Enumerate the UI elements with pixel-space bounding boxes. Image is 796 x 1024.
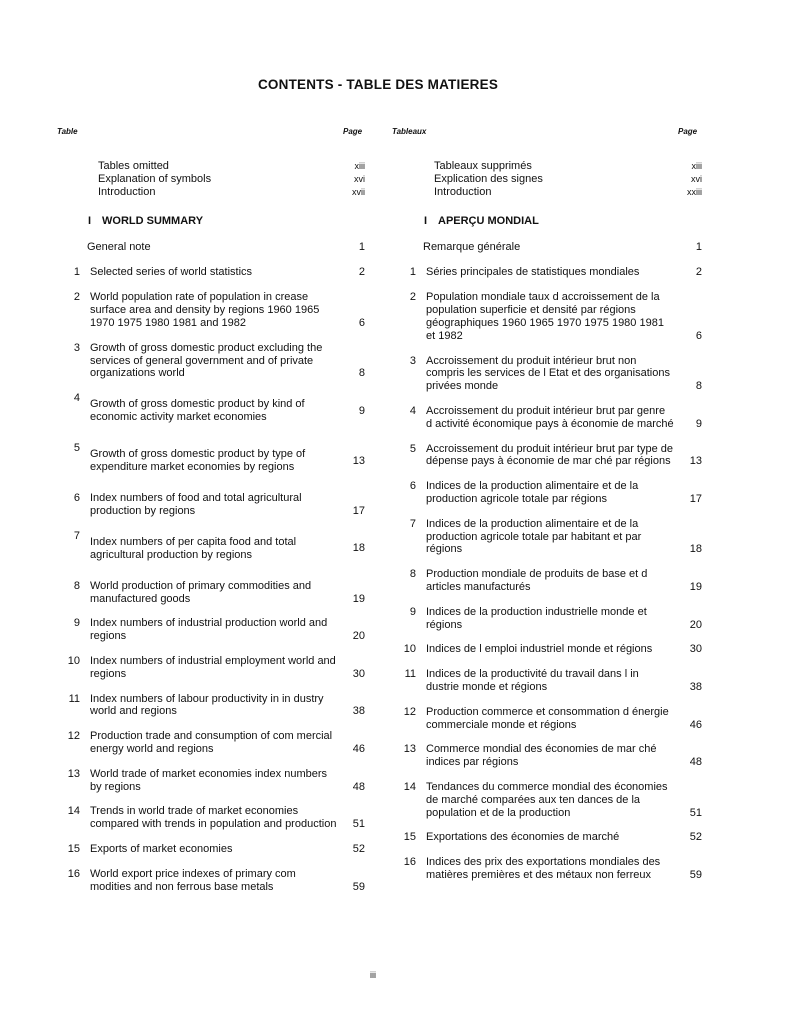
entry-number: 9 [409,605,416,618]
entry-number: 9 [73,617,80,630]
entry-title: Selected series of world statistics [90,265,253,278]
toc-entry [60,655,365,681]
entry-title: Commerce mondial des économies de mar ché indices par régions [426,743,657,769]
entry-number: 12 [67,730,80,743]
section-heading-fr [424,215,702,228]
entry-page: 51 [689,806,702,819]
general-note-row [60,241,365,254]
toc-entry [396,743,702,769]
entry-page: 59 [689,868,702,881]
entry-page: 2 [695,265,702,278]
entry-page: 8 [695,380,702,393]
toc-entry [60,392,365,430]
entry-title: Index numbers of food and total agricultural production by regions [90,492,302,517]
entry-page: 9 [358,404,365,417]
toc-entry [60,843,365,856]
entry-title: World population rate of population in crease surface area and density by regions 1960 1965 1970 1975 1980 1981 and 1982 [90,291,320,329]
page-column-header: Page [343,127,363,136]
entry-page: 13 [689,455,702,468]
entry-number: 13 [403,743,416,756]
toc-entry [60,768,365,794]
prelim-item [434,173,702,186]
entry-title: World trade of market economies index numbers by regions [90,767,328,793]
entry-title: Indices de la production alimentaire et de la production agricole totale par habitant et par régions [426,517,642,556]
general-note-text: Remarque générale [423,240,521,253]
entry-page: 52 [689,831,702,844]
entry-page: 18 [689,543,702,556]
preliminaries-list [98,160,365,200]
entry-page: 30 [352,667,365,680]
entry-page: 48 [352,780,365,793]
prelim-item [98,186,365,199]
page-column-header-fr: Page [678,127,698,136]
prelim-item [434,160,702,173]
entry-page: 46 [689,718,702,731]
toc-entry [396,568,702,594]
entry-title: Indices de la production industrielle monde et régions [426,605,647,631]
entry-title: Growth of gross domestic product by type of expenditure market economies by regions [90,448,306,474]
entry-page: 9 [695,417,702,430]
entry-number: 11 [404,668,416,681]
section-number: I [88,214,92,227]
toc-entry [396,856,702,882]
entry-title: Production trade and consumption of com mercial energy world and regions [90,730,333,755]
prelim-text: Introduction [434,186,492,199]
prelim-item [98,173,365,186]
prelim-page: xiii [691,161,702,171]
entry-number: 8 [409,568,416,581]
entry-title: Indices de l emploi industriel monde et régions [426,643,653,656]
entry-title: Exportations des économies de marché [426,831,620,844]
entry-title: World export price indexes of primary com modities and non ferrous base metals [90,867,296,893]
toc-entry [396,781,702,819]
entry-number: 14 [403,780,416,793]
toc-entry [396,518,702,556]
toc-entry [396,291,702,342]
entry-title: Growth of gross domestic product excluding the services of general government and of private organizations world [90,341,323,380]
entry-title: Index numbers of industrial employment world and regions [90,654,336,680]
table-column-header: Table [57,127,78,136]
entry-title: Population mondiale taux d accroissement de la population superficie et densité par régions géographiques 1960 1965 1970 1975 1980 1981 et 1982 [426,291,664,342]
toc-entry [396,443,702,469]
entry-page: 18 [352,542,365,555]
preliminaries-list-fr [434,160,702,200]
entry-page: 17 [689,492,702,505]
entry-page: 51 [352,818,365,831]
prelim-page: xvii [352,187,365,198]
entry-number: 6 [73,492,80,505]
prelim-page: xvi [691,174,702,185]
entry-title: Accroissement du produit intérieur brut par genre d activité économique pays à économie de marché [426,404,674,430]
entry-page: 19 [352,592,365,605]
entry-number: 14 [67,805,80,818]
entry-title: Indices de la productivité du travail dans l in dustrie monde et régions [426,668,639,693]
toc-entry [60,580,365,606]
entry-title: World production of primary commodities and manufactured goods [90,579,312,605]
entry-title: Indices des prix des exportations mondiales des matières premières et des métaux non ferreux [426,856,661,881]
entry-number: 5 [409,442,416,455]
toc-entry [60,342,365,380]
toc-entry [396,405,702,431]
toc-entry [396,606,702,632]
entry-title: Index numbers of per capita food and total agricultural production by regions [90,535,297,561]
toc-entry [396,355,702,393]
general-note-text: General note [87,240,151,253]
page-number: iii [370,970,376,980]
entry-page: 8 [358,367,365,380]
prelim-page: xiii [354,161,365,171]
entry-number: 15 [403,831,416,844]
prelim-page: xvi [354,174,365,185]
entry-number: 7 [73,529,80,542]
entry-title: Index numbers of labour productivity in in dustry world and regions [90,692,324,718]
entry-page: 38 [352,705,365,718]
entry-number: 10 [67,654,80,667]
entry-number: 1 [409,265,416,278]
entry-page: 2 [358,265,365,278]
toc-entry [60,266,365,279]
entry-page: 13 [352,454,365,467]
entry-page: 20 [352,630,365,643]
entry-number: 8 [73,579,80,592]
english-contents-column [60,160,365,893]
toc-entry [60,868,365,894]
entry-number: 3 [73,341,80,354]
prelim-item [434,186,702,199]
entry-number: 7 [409,517,416,530]
entry-title: Production commerce et consommation d énergie commerciale monde et régions [426,705,669,731]
entry-page: 6 [695,329,702,342]
entry-page: 6 [358,317,365,329]
toc-entry [396,643,702,656]
entry-title: Tendances du commerce mondial des économies de marché comparées aux ten dances de la population et de la production [426,780,668,819]
toc-entry [60,730,365,756]
entry-page: 17 [352,504,365,517]
entry-number: 3 [409,354,416,367]
entry-title: Production mondiale de produits de base et d articles manufacturés [426,568,648,593]
section-title: APERÇU MONDIAL [438,214,539,227]
entry-number: 1 [73,265,80,278]
entry-number: 15 [67,842,80,855]
toc-entry [396,480,702,506]
prelim-item [98,160,365,173]
entry-title: Growth of gross domestic product by kind of economic activity market economies [90,398,305,424]
toc-entry [60,530,365,568]
page-title: CONTENTS - TABLE DES MATIERES [257,77,499,92]
toc-entry [60,492,365,518]
french-contents-column [396,160,702,882]
entry-page: 30 [689,643,702,656]
toc-entry [396,266,702,279]
entry-page: 19 [689,580,702,593]
entry-title: Trends in world trade of market economies compared with trends in population and production [90,805,337,831]
toc-entry [396,668,702,694]
entry-number: 12 [403,705,416,718]
entry-page: 46 [352,742,365,755]
entry-number: 11 [68,692,80,705]
tableaux-column-header: Tableaux [392,127,427,136]
entry-number: 4 [409,404,416,417]
entry-number: 13 [67,767,80,780]
entry-title: Exports of market economies [90,842,233,855]
prelim-text: Explication des signes [434,173,543,186]
toc-entry [60,291,365,329]
entry-page: 48 [689,756,702,769]
entry-number: 2 [409,291,416,304]
prelim-text: Introduction [98,186,156,199]
section-title: WORLD SUMMARY [102,214,204,227]
entry-number: 5 [73,442,80,455]
toc-entry [60,693,365,719]
prelim-text: Tables omitted [98,160,169,172]
entry-number: 10 [403,643,416,656]
entry-number: 6 [409,480,416,493]
entry-title: Index numbers of industrial production world and regions [90,617,328,643]
general-note-page: 1 [695,240,702,253]
entry-number: 4 [73,392,80,405]
general-note-row-fr [396,241,702,254]
toc-entry [60,805,365,831]
entry-title: Accroissement du produit intérieur brut par type de dépense pays à économie de mar ché par régions [426,442,674,468]
entry-title: Accroissement du produit intérieur brut non compris les services de l Etat et des organisations privées monde [426,354,670,393]
section-number: I [424,214,428,227]
entry-page: 52 [352,842,365,855]
prelim-page: xxiii [687,187,702,198]
entry-number: 16 [67,867,80,880]
entry-page: 38 [689,680,702,693]
entry-page: 59 [352,880,365,893]
prelim-text: Tableaux supprimés [434,160,532,172]
general-note-page: 1 [358,240,365,253]
entry-title: Indices de la production alimentaire et de la production agricole totale par régions [426,480,639,505]
toc-entry [396,831,702,844]
entry-number: 2 [73,291,80,304]
section-heading [88,215,365,228]
toc-entry [60,442,365,480]
toc-entry [396,706,702,732]
entry-number: 16 [403,856,416,869]
prelim-text: Explanation of symbols [98,173,212,186]
entry-page: 20 [689,618,702,631]
toc-entry [60,617,365,643]
entry-title: Séries principales de statistiques mondiales [426,265,640,278]
